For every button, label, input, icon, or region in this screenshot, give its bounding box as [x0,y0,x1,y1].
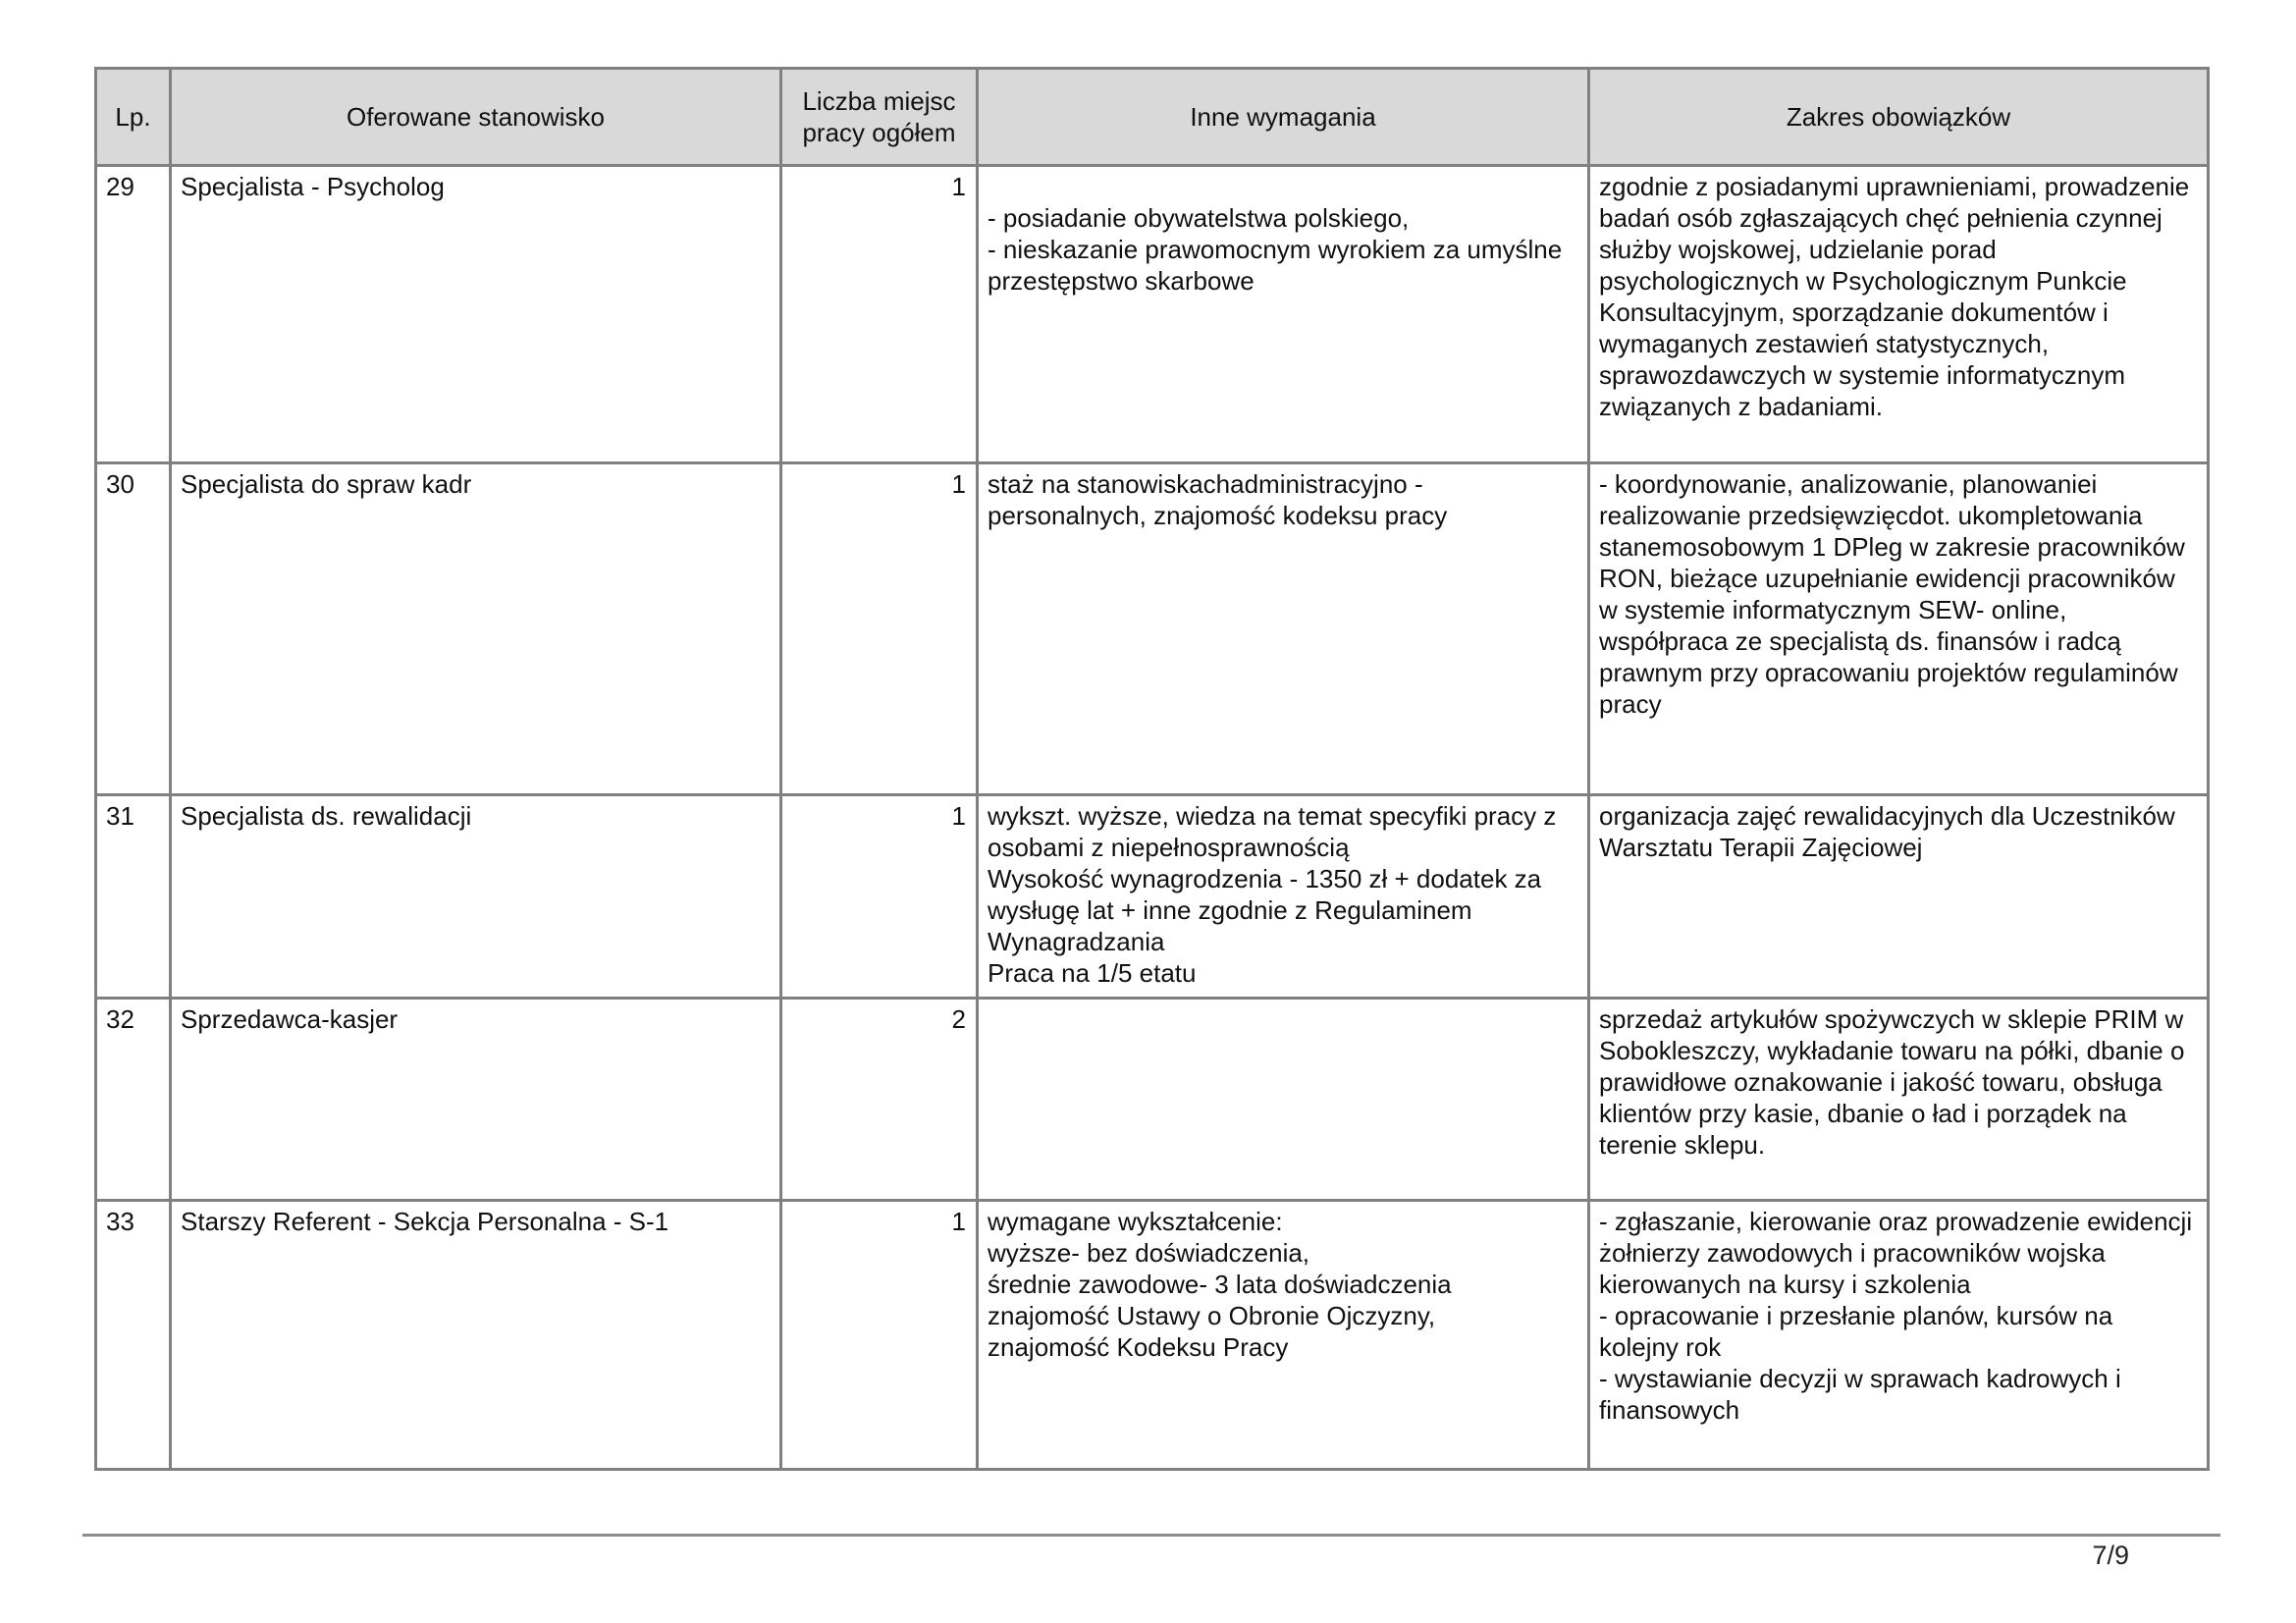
table-row [96,795,2209,999]
header-lp: Lp. [96,69,171,166]
cell-count: 2 [781,999,978,1201]
cell-requirements: wymagane wykształcenie: wyższe- bez doświadczenia, średnie zawodowe- 3 lata doświadczenia znajomość Ustawy o Obronie Ojczyzny, znajomość Kodeksu Pracy [978,1201,1589,1470]
cell-position: Starszy Referent - Sekcja Personalna - S-1 [171,1201,781,1470]
cell-duties: zgodnie z posiadanymi uprawnieniami, prowadzenie badań osób zgłaszających chęć pełnienia czynnej służby wojskowej, udzielanie porad psychologicznych w Psychologicznym Punkcie Konsultacyjnym, sporządzanie dokumentów i wymaganych zestawień statystycznych, sprawozdawczych w systemie informatycznym związanych z badaniami. [1589,166,2209,463]
cell-requirements: wykszt. wyższe, wiedza na temat specyfiki pracy z osobami z niepełnosprawnością Wysokość wynagrodzenia - 1350 zł + dodatek za wysługę lat + inne zgodnie z Regulaminem Wynagradzania Praca na 1/5 etatu [978,795,1589,999]
cell-requirements: - posiadanie obywatelstwa polskiego, - nieskazanie prawomocnym wyrokiem za umyślne przestępstwo skarbowe [978,166,1589,463]
table-row [96,166,2209,463]
cell-position: Specjalista ds. rewalidacji [171,795,781,999]
cell-position: Specjalista do spraw kadr [171,463,781,795]
cell-duties: - zgłaszanie, kierowanie oraz prowadzenie ewidencji żołnierzy zawodowych i pracowników wojska kierowanych na kursy i szkolenia - opracowanie i przesłanie planów, kursów na kolejny rok - wystawianie decyzji w sprawach kadrowych i finansowych [1589,1201,2209,1470]
cell-lp: 29 [96,166,171,463]
table-header-row [96,69,2209,166]
cell-duties: organizacja zajęć rewalidacyjnych dla Uczestników Warsztatu Terapii Zajęciowej [1589,795,2209,999]
header-count: Liczba miejsc pracy ogółem [781,69,978,166]
table-row [96,1201,2209,1470]
cell-count: 1 [781,795,978,999]
footer-divider [82,1534,2220,1537]
cell-lp: 31 [96,795,171,999]
cell-position: Sprzedawca-kasjer [171,999,781,1201]
header-position: Oferowane stanowisko [171,69,781,166]
cell-count: 1 [781,463,978,795]
cell-requirements [978,999,1589,1201]
cell-count: 1 [781,166,978,463]
cell-requirements: staż na stanowiskachadministracyjno - personalnych, znajomość kodeksu pracy [978,463,1589,795]
cell-duties: - koordynowanie, analizowanie, planowaniei realizowanie przedsięwzięcdot. ukompletowania stanemosobowym 1 DPleg w zakresie pracowników RON, bieżące uzupełnianie ewidencji pracowników w systemie informatycznym SEW- online, współpraca ze specjalistą ds. finansów i radcą prawnym przy opracowaniu projektów regulaminów pracy [1589,463,2209,795]
table-row [96,999,2209,1201]
header-requirements: Inne wymagania [978,69,1589,166]
page-number: 7/9 [2092,1541,2129,1570]
cell-count: 1 [781,1201,978,1470]
cell-position: Specjalista - Psycholog [171,166,781,463]
header-duties: Zakres obowiązków [1589,69,2209,166]
cell-lp: 30 [96,463,171,795]
cell-lp: 33 [96,1201,171,1470]
table-row [96,463,2209,795]
job-offers-table [94,67,2210,1471]
cell-duties: sprzedaż artykułów spożywczych w sklepie PRIM w Sobokleszczy, wykładanie towaru na półki, dbanie o prawidłowe oznakowanie i jakość towaru, obsługa klientów przy kasie, dbanie o ład i porządek na terenie sklepu. [1589,999,2209,1201]
cell-lp: 32 [96,999,171,1201]
